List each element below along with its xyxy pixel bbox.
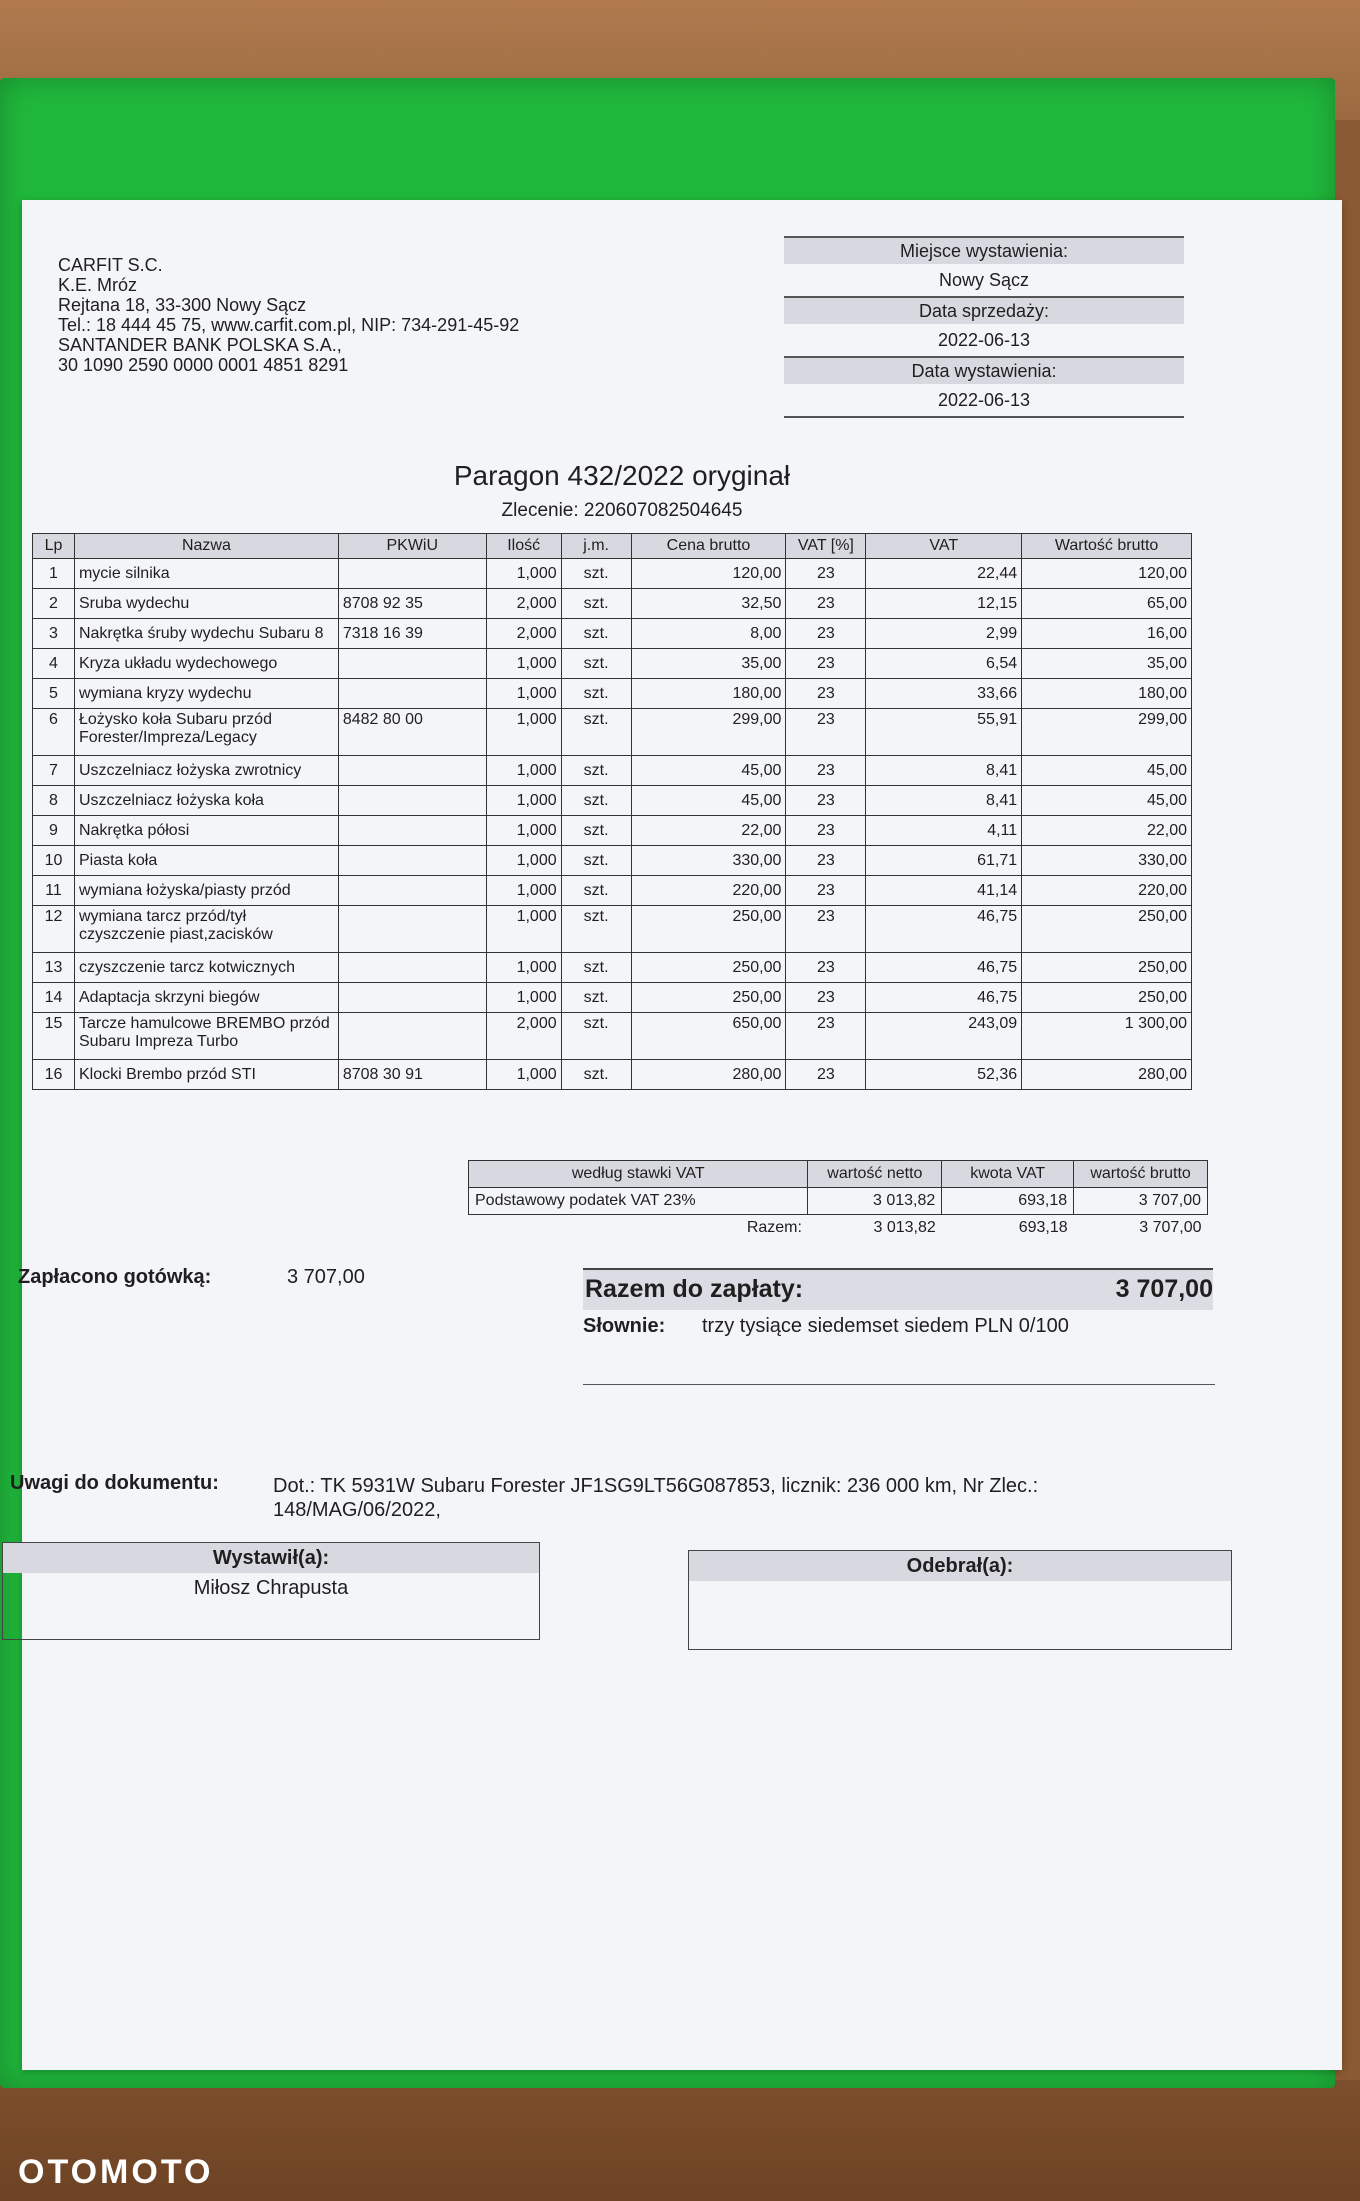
table-cell: 23 — [786, 846, 866, 876]
table-cell: wymiana łożyska/piasty przód — [74, 876, 338, 906]
table-cell: 180,00 — [631, 679, 786, 709]
table-cell: 250,00 — [631, 953, 786, 983]
table-cell: 1,000 — [486, 559, 561, 589]
table-cell: wymiana tarcz przód/tył czyszczenie piast,zacisków — [74, 906, 338, 953]
table-cell: 23 — [786, 589, 866, 619]
table-cell: 8 — [33, 786, 75, 816]
table-cell: szt. — [561, 709, 631, 756]
table-cell: 23 — [786, 786, 866, 816]
seller-line: K.E. Mróz — [58, 275, 138, 295]
table-cell — [338, 649, 486, 679]
table-cell: szt. — [561, 786, 631, 816]
table-row — [33, 953, 1192, 983]
document-meta — [784, 236, 1184, 418]
table-cell: 120,00 — [631, 559, 786, 589]
table-cell: szt. — [561, 953, 631, 983]
table-cell: Kryza układu wydechowego — [74, 649, 338, 679]
table-cell: 1,000 — [486, 679, 561, 709]
table-cell: 35,00 — [1022, 649, 1192, 679]
table-cell: Nakrętka półosi — [74, 816, 338, 846]
table-cell: 11 — [33, 876, 75, 906]
vat-col-header: kwota VAT — [942, 1161, 1074, 1188]
table-cell: 45,00 — [1022, 756, 1192, 786]
table-cell: 45,00 — [631, 786, 786, 816]
table-cell: 220,00 — [1022, 876, 1192, 906]
table-cell: szt. — [561, 679, 631, 709]
table-cell: szt. — [561, 649, 631, 679]
table-cell: 16,00 — [1022, 619, 1192, 649]
table-cell: 2,99 — [866, 619, 1022, 649]
table-cell: 650,00 — [631, 1013, 786, 1060]
table-cell: 22,44 — [866, 559, 1022, 589]
sale-date-label: Data sprzedaży: — [784, 296, 1184, 324]
table-cell: Nakrętka śruby wydechu Subaru 8 — [74, 619, 338, 649]
table-cell: szt. — [561, 1060, 631, 1090]
table-cell: 120,00 — [1022, 559, 1192, 589]
table-cell: 22,00 — [1022, 816, 1192, 846]
items-header-row — [33, 534, 1192, 559]
table-cell: szt. — [561, 559, 631, 589]
table-cell: szt. — [561, 589, 631, 619]
paid-cash-label: Zapłacono gotówką: — [18, 1266, 212, 1288]
table-cell: 23 — [786, 649, 866, 679]
signature-line — [583, 1384, 1215, 1385]
received-by-box — [688, 1550, 1232, 1650]
table-cell: 6,54 — [866, 649, 1022, 679]
table-cell: 2,000 — [486, 1013, 561, 1060]
table-row — [33, 709, 1192, 756]
table-cell: 7318 16 39 — [338, 619, 486, 649]
table-row — [33, 589, 1192, 619]
table-cell: 250,00 — [1022, 983, 1192, 1013]
table-cell: 45,00 — [631, 756, 786, 786]
table-cell: Uszczelniacz łożyska koła — [74, 786, 338, 816]
table-cell — [338, 983, 486, 1013]
issued-by-label: Wystawił(a): — [3, 1543, 539, 1573]
seller-line: Tel.: 18 444 45 75, www.carfit.com.pl, NIP: 734-291-45-92 — [58, 315, 520, 335]
table-cell: mycie silnika — [74, 559, 338, 589]
table-cell: 13 — [33, 953, 75, 983]
table-cell: 12,15 — [866, 589, 1022, 619]
vat-col-header: według stawki VAT — [469, 1161, 808, 1188]
table-cell: 4,11 — [866, 816, 1022, 846]
table-cell: szt. — [561, 816, 631, 846]
table-cell: 6 — [33, 709, 75, 756]
table-cell: 16 — [33, 1060, 75, 1090]
vat-summary-table — [468, 1160, 1208, 1241]
table-cell: 23 — [786, 876, 866, 906]
table-row — [33, 906, 1192, 953]
vat-col-header: wartość netto — [808, 1161, 942, 1188]
amount-in-words-value: trzy tysiące siedemset siedem PLN 0/100 — [702, 1315, 1069, 1337]
table-cell: 3 — [33, 619, 75, 649]
table-cell: 46,75 — [866, 953, 1022, 983]
seller-line: CARFIT S.C. — [58, 255, 163, 275]
col-header: VAT — [866, 534, 1022, 559]
table-cell: 299,00 — [631, 709, 786, 756]
table-cell: 1,000 — [486, 816, 561, 846]
table-cell: 243,09 — [866, 1013, 1022, 1060]
table-cell: 23 — [786, 709, 866, 756]
table-cell — [338, 1013, 486, 1060]
vat-header-row — [469, 1161, 1208, 1188]
table-cell: 280,00 — [631, 1060, 786, 1090]
table-row — [33, 1060, 1192, 1090]
vat-net: 3 013,82 — [808, 1188, 942, 1215]
table-cell: 23 — [786, 906, 866, 953]
table-cell: Adaptacja skrzyni biegów — [74, 983, 338, 1013]
table-cell: 1,000 — [486, 846, 561, 876]
table-cell: 7 — [33, 756, 75, 786]
table-cell: 52,36 — [866, 1060, 1022, 1090]
table-row — [33, 619, 1192, 649]
table-cell: 8482 80 00 — [338, 709, 486, 756]
notes-label: Uwagi do dokumentu: — [10, 1472, 219, 1494]
table-cell: 15 — [33, 1013, 75, 1060]
table-cell — [338, 906, 486, 953]
table-cell: Uszczelniacz łożyska zwrotnicy — [74, 756, 338, 786]
table-cell: 55,91 — [866, 709, 1022, 756]
table-cell — [338, 816, 486, 846]
table-row — [33, 649, 1192, 679]
table-cell: 45,00 — [1022, 786, 1192, 816]
table-cell: szt. — [561, 906, 631, 953]
col-header: Ilość — [486, 534, 561, 559]
table-cell: 23 — [786, 816, 866, 846]
table-cell — [338, 876, 486, 906]
table-cell: 10 — [33, 846, 75, 876]
table-cell: 1,000 — [486, 953, 561, 983]
table-cell: 4 — [33, 649, 75, 679]
table-cell — [338, 559, 486, 589]
table-cell: 33,66 — [866, 679, 1022, 709]
notes-value: Dot.: TK 5931W Subaru Forester JF1SG9LT56G087853, licznik: 236 000 km, Nr Zlec.: 148/MAG/06/2022, — [273, 1475, 1039, 1521]
table-cell: 8,00 — [631, 619, 786, 649]
sale-date-value: 2022-06-13 — [937, 330, 1031, 350]
table-cell: czyszczenie tarcz kotwicznych — [74, 953, 338, 983]
table-cell — [338, 756, 486, 786]
table-cell: 2,000 — [486, 589, 561, 619]
col-header: VAT [%] — [786, 534, 866, 559]
table-cell: 299,00 — [1022, 709, 1192, 756]
table-cell: 23 — [786, 1013, 866, 1060]
table-cell: 1,000 — [486, 756, 561, 786]
col-header: Nazwa — [74, 534, 338, 559]
vat-sum-amount: 693,18 — [1018, 1219, 1068, 1236]
table-cell: 250,00 — [1022, 953, 1192, 983]
table-cell: 8,41 — [866, 756, 1022, 786]
table-row — [33, 1013, 1192, 1060]
table-cell — [338, 679, 486, 709]
vat-sum-gross: 3 707,00 — [1139, 1219, 1202, 1236]
seller-line: Rejtana 18, 33-300 Nowy Sącz — [58, 295, 307, 315]
table-row — [33, 983, 1192, 1013]
table-cell — [338, 846, 486, 876]
table-cell: 1,000 — [486, 709, 561, 756]
table-cell: 250,00 — [631, 906, 786, 953]
vat-sum-row — [469, 1215, 1208, 1242]
table-row — [33, 756, 1192, 786]
col-header: j.m. — [561, 534, 631, 559]
table-cell: 32,50 — [631, 589, 786, 619]
issued-by-box — [2, 1542, 540, 1640]
table-cell: 61,71 — [866, 846, 1022, 876]
table-cell: 46,75 — [866, 906, 1022, 953]
total-label: Razem do zapłaty: — [585, 1275, 804, 1303]
table-cell: 41,14 — [866, 876, 1022, 906]
table-cell: 23 — [786, 953, 866, 983]
table-cell: 65,00 — [1022, 589, 1192, 619]
col-header: PKWiU — [338, 534, 486, 559]
items-table — [32, 533, 1192, 1090]
table-cell: 330,00 — [1022, 846, 1192, 876]
table-cell: szt. — [561, 1013, 631, 1060]
table-cell: szt. — [561, 756, 631, 786]
table-row — [33, 679, 1192, 709]
received-by-label: Odebrał(a): — [689, 1551, 1231, 1581]
order-number: Zlecenie: 220607082504645 — [501, 500, 743, 521]
document-title: Paragon 432/2022 oryginał — [453, 460, 791, 491]
table-cell: 9 — [33, 816, 75, 846]
table-cell: 250,00 — [631, 983, 786, 1013]
table-cell: 250,00 — [1022, 906, 1192, 953]
table-cell — [338, 953, 486, 983]
vat-amount: 693,18 — [942, 1188, 1074, 1215]
col-header: Wartość brutto — [1022, 534, 1192, 559]
table-cell: 12 — [33, 906, 75, 953]
issue-date-value: 2022-06-13 — [784, 384, 1184, 418]
table-cell: 23 — [786, 983, 866, 1013]
table-cell: 280,00 — [1022, 1060, 1192, 1090]
vat-rate: Podstawowy podatek VAT 23% — [469, 1188, 808, 1215]
table-cell: 5 — [33, 679, 75, 709]
amount-in-words-label: Słownie: — [583, 1315, 666, 1337]
table-cell: 8708 30 91 — [338, 1060, 486, 1090]
total-value: 3 707,00 — [1115, 1275, 1213, 1303]
col-header: Cena brutto — [631, 534, 786, 559]
table-cell: 23 — [786, 559, 866, 589]
table-row — [33, 559, 1192, 589]
table-cell: 2 — [33, 589, 75, 619]
vat-gross: 3 707,00 — [1074, 1188, 1208, 1215]
table-cell: szt. — [561, 619, 631, 649]
table-row — [33, 846, 1192, 876]
table-cell: 14 — [33, 983, 75, 1013]
table-cell: 180,00 — [1022, 679, 1192, 709]
table-cell: 1,000 — [486, 649, 561, 679]
table-cell: Piasta koła — [74, 846, 338, 876]
table-cell: 23 — [786, 1060, 866, 1090]
table-cell: szt. — [561, 846, 631, 876]
table-row — [33, 816, 1192, 846]
table-cell: szt. — [561, 983, 631, 1013]
place-value: Nowy Sącz — [938, 270, 1030, 290]
table-cell: 1,000 — [486, 1060, 561, 1090]
table-cell: Sruba wydechu — [74, 589, 338, 619]
table-cell: Łożysko koła Subaru przód Forester/Impreza/Legacy — [74, 709, 338, 756]
table-row — [33, 876, 1192, 906]
table-cell: Tarcze hamulcowe BREMBO przód Subaru Impreza Turbo — [74, 1013, 338, 1060]
table-cell: 23 — [786, 679, 866, 709]
seller-info — [58, 255, 519, 375]
vat-col-header: wartość brutto — [1074, 1161, 1208, 1188]
table-cell: 8,41 — [866, 786, 1022, 816]
table-cell: 46,75 — [866, 983, 1022, 1013]
table-cell: 23 — [786, 619, 866, 649]
vat-sum-label: Razem: — [746, 1219, 802, 1236]
seller-line: SANTANDER BANK POLSKA S.A., — [58, 335, 342, 355]
table-cell: 23 — [786, 756, 866, 786]
issue-date-label: Data wystawienia: — [784, 356, 1184, 384]
table-cell: 1 — [33, 559, 75, 589]
table-cell: 22,00 — [631, 816, 786, 846]
table-cell: 1 300,00 — [1022, 1013, 1192, 1060]
place-label: Miejsce wystawienia: — [784, 236, 1184, 264]
table-cell: 8708 92 35 — [338, 589, 486, 619]
table-cell: Klocki Brembo przód STI — [74, 1060, 338, 1090]
col-header: Lp — [33, 534, 75, 559]
table-cell: wymiana kryzy wydechu — [74, 679, 338, 709]
table-cell: 220,00 — [631, 876, 786, 906]
paid-cash-value: 3 707,00 — [287, 1266, 365, 1288]
vat-row — [469, 1188, 1208, 1215]
table-cell: 1,000 — [486, 876, 561, 906]
table-cell: szt. — [561, 876, 631, 906]
otomoto-watermark: OTOMOTO — [18, 2153, 214, 2191]
table-row — [33, 786, 1192, 816]
table-cell: 330,00 — [631, 846, 786, 876]
table-cell — [338, 786, 486, 816]
table-cell: 35,00 — [631, 649, 786, 679]
seller-line: 30 1090 2590 0000 0001 4851 8291 — [58, 355, 349, 375]
table-cell: 1,000 — [486, 983, 561, 1013]
table-cell: 2,000 — [486, 619, 561, 649]
vat-sum-net: 3 013,82 — [873, 1219, 936, 1236]
table-cell: 1,000 — [486, 786, 561, 816]
table-cell: 1,000 — [486, 906, 561, 953]
issued-by-name: Miłosz Chrapusta — [193, 1577, 349, 1599]
